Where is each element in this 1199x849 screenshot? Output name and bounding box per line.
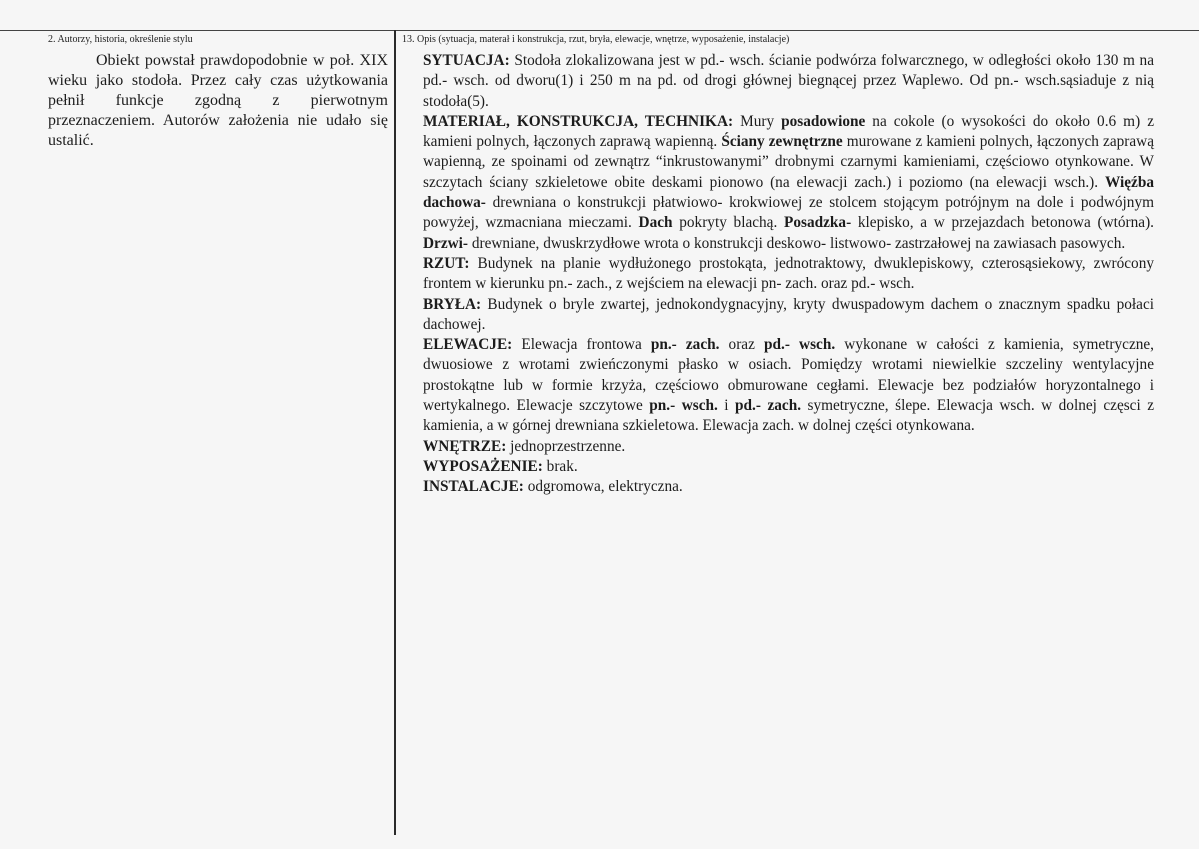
label-elewacje: ELEWACJE: <box>423 336 513 354</box>
label-wyposazenie: WYPOSAŻENIE: <box>423 457 543 475</box>
text-span: symetryczne, ślepe. Elewacja wsch. w dolnej częsci z kamienia, a w górnej drewniana szkieletowa. Elewacja zach. w dolnej części otynkowana. <box>423 397 1154 435</box>
text-sytuacja: Stodoła zlokalizowana jest w pd.- wsch. ścianie podwórza folwarcznego, w odległości około 130 m na pd.- wsch. od dworu(1) i 250 m na pd. od drogi głównej biegnącej przez Waplewo. Od pn.- wsch.sąsiaduje z nią stodoła(5). <box>423 52 1154 110</box>
label-wnetrze: WNĘTRZE: <box>423 437 507 455</box>
text-bryla: Budynek o bryle zwartej, jednokondygnacyjny, kryty dwuspadowym dachem o znacznym spadku połaci dachowej. <box>423 295 1154 333</box>
section-instalacje <box>423 477 1154 497</box>
bold-term: pn.- wsch. <box>649 397 718 415</box>
left-column <box>48 34 388 151</box>
history-text: Obiekt powstał prawdopodobnie w poł. XIX wieku jako stodoła. Przez cały czas użytkowania pełnił funkcje zgodną z pierwotnym przeznaczeniem. Autorów założenia nie udało się ustalić. <box>48 52 388 149</box>
bold-term: posadowione <box>781 112 866 130</box>
label-bryla: BRYŁA: <box>423 295 482 313</box>
bold-term: pd.- wsch. <box>764 336 836 354</box>
label-material: MATERIAŁ, KONSTRUKCJA, TECHNIKA: <box>423 112 734 130</box>
right-column <box>402 34 1154 498</box>
text-instalacje: odgromowa, elektryczna. <box>523 478 683 496</box>
top-rule <box>0 30 1199 31</box>
label-sytuacja: SYTUACJA: <box>423 52 510 69</box>
section-elewacje <box>423 335 1154 436</box>
bold-term: Drzwi- <box>423 234 469 252</box>
text-wyposazenie: brak. <box>542 457 578 475</box>
text-span: drewniane, dwuskrzydłowe wrota o konstrukcji deskowo- listwowo- zastrzałowej na zawiasach pasowych. <box>468 234 1126 252</box>
text-span: oraz <box>719 336 764 354</box>
bold-term: Ściany zewnętrzne <box>721 133 843 151</box>
bold-term: Posadzka- <box>784 214 852 232</box>
text-span: pokryty blachą. <box>672 214 785 232</box>
left-heading: 2. Autorzy, historia, określenie stylu <box>48 34 193 45</box>
bold-term: Dach <box>638 214 673 232</box>
text-span: Elewacja frontowa <box>512 336 651 354</box>
label-instalacje: INSTALACJE: <box>423 478 524 496</box>
text-span: klepisko, a w przejazdach betonowa (wtórna). <box>851 214 1154 232</box>
right-heading: 13. Opis (sytuacja, materał i konstrukcja, rzut, bryła, elewacje, wnętrze, wyposażenie, instalacje) <box>402 34 790 45</box>
bold-term: Więźba dachowa- <box>423 173 1154 212</box>
text-span: na cokole (o wysokości do około 0.6 m) z kamieni polnych, łączonych zaprawą wapienną. <box>423 112 1154 151</box>
section-wnetrze <box>423 437 1154 457</box>
section-wyposazenie <box>423 457 1154 477</box>
text-span: wykonane w całości z kamienia, symetryczne, dwuosiowe z wrotami zwieńczonymi płasko w osiach. Pomiędzy wrotami niewielkie szczeliny wentylacyjne prostokątne lub w formie krzyża, częściowo obmurowane cegłami. Elewacje bez podziałów horyzontalnego i wertykalnego. Elewacje szczytowe <box>423 336 1154 415</box>
section-material <box>423 112 1154 254</box>
label-rzut: RZUT: <box>423 254 470 272</box>
text-wnetrze: jednoprzestrzenne. <box>506 437 626 455</box>
text-span: murowane z kamieni polnych, łączonych zaprawą wapienną, ze spoinami od zewnątrz “inkrustowanymi” drobnymi czarnymi kamieniami, częściowo otynkowane. W szczytach ściany szkieletowe obite deskami pionowo (na elewacji zach.) i poziomo (na elewacji wsch.). <box>423 133 1154 191</box>
section-bryla <box>423 295 1154 336</box>
section-sytuacja <box>423 51 1154 112</box>
bold-term: pd.- zach. <box>735 397 802 415</box>
text-span: i <box>717 397 736 415</box>
text-span: Mury <box>733 112 782 130</box>
text-span: drewniana o konstrukcji płatwiowo- krokwiowej ze stolcem stojącym potrójnym na dole i podwójnym powyżej, wzmacniana mieczami. <box>423 194 1154 232</box>
column-divider <box>394 30 396 835</box>
bold-term: pn.- zach. <box>650 336 720 354</box>
description-body <box>402 51 1154 498</box>
text-rzut: Budynek na planie wydłużonego prostokąta, jednotraktowy, dwuklepiskowy, czterosąsiekowy, zwrócony frontem w kierunku pn.- zach., z wejściem na elewacji pn- zach. oraz pd.- wsch. <box>423 254 1154 293</box>
section-rzut <box>423 254 1154 295</box>
